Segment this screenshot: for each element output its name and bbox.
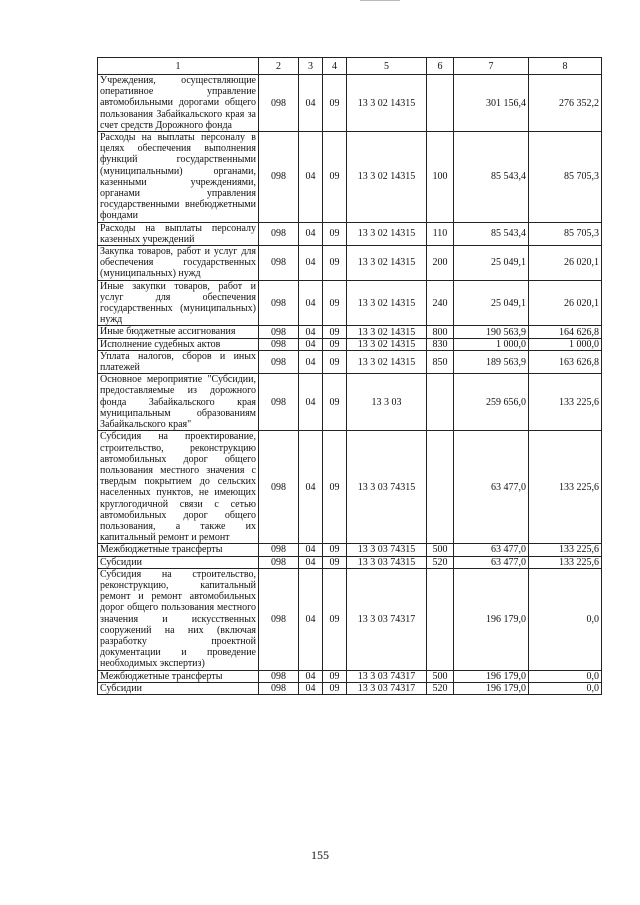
row-value-cell: 09	[323, 556, 347, 568]
row-value-cell: 26 020,1	[529, 280, 602, 326]
column-header: 5	[347, 58, 427, 75]
row-value-cell: 63 477,0	[454, 556, 529, 568]
row-name-cell: Иные бюджетные ассигнования	[98, 326, 259, 338]
row-value-cell: 850	[427, 350, 454, 373]
row-value-cell: 09	[323, 544, 347, 556]
table-row	[98, 544, 602, 556]
row-value-cell: 09	[323, 568, 347, 670]
scan-artifact-line	[360, 0, 400, 1]
row-value-cell: 09	[323, 431, 347, 544]
row-value-cell: 04	[299, 222, 323, 245]
row-value-cell: 098	[259, 222, 299, 245]
table-row	[98, 568, 602, 670]
row-value-cell: 196 179,0	[454, 682, 529, 694]
row-value-cell: 09	[323, 338, 347, 350]
row-value-cell: 164 626,8	[529, 326, 602, 338]
row-value-cell: 500	[427, 544, 454, 556]
row-value-cell: 09	[323, 280, 347, 326]
row-value-cell: 04	[299, 544, 323, 556]
row-name-cell: Уплата налогов, сборов и иных платежей	[98, 350, 259, 373]
row-value-cell: 133 225,6	[529, 556, 602, 568]
table-row	[98, 431, 602, 544]
row-name-cell: Расходы на выплаты персоналу в целях обеспечения выполнения функций государственными (муниципальными) органами, казенными учреждениями, органами управления государственными внебюджетными фондами	[98, 132, 259, 223]
page-number: 155	[311, 848, 329, 862]
row-value-cell: 13 3 02 14315	[347, 280, 427, 326]
row-value-cell: 110	[427, 222, 454, 245]
row-value-cell: 85 705,3	[529, 222, 602, 245]
row-value-cell: 13 3 02 14315	[347, 222, 427, 245]
row-value-cell: 098	[259, 326, 299, 338]
row-value-cell: 13 3 03 74315	[347, 556, 427, 568]
row-value-cell: 04	[299, 132, 323, 223]
row-value-cell: 85 543,4	[454, 222, 529, 245]
row-value-cell: 098	[259, 431, 299, 544]
row-value-cell: 133 225,6	[529, 374, 602, 431]
row-value-cell: 0,0	[529, 568, 602, 670]
row-value-cell: 04	[299, 670, 323, 682]
row-value-cell: 25 049,1	[454, 246, 529, 281]
table-header-row	[98, 58, 602, 75]
row-value-cell: 09	[323, 222, 347, 245]
row-value-cell: 09	[323, 670, 347, 682]
row-value-cell: 85 543,4	[454, 132, 529, 223]
row-value-cell: 830	[427, 338, 454, 350]
row-value-cell: 163 626,8	[529, 350, 602, 373]
row-value-cell: 098	[259, 132, 299, 223]
row-value-cell: 26 020,1	[529, 246, 602, 281]
table-body	[98, 75, 602, 695]
row-value-cell: 098	[259, 682, 299, 694]
row-value-cell: 098	[259, 246, 299, 281]
row-value-cell: 09	[323, 350, 347, 373]
table-row	[98, 132, 602, 223]
row-value-cell: 13 3 02 14315	[347, 338, 427, 350]
row-value-cell: 13 3 03 74315	[347, 431, 427, 544]
row-value-cell: 196 179,0	[454, 670, 529, 682]
row-value-cell: 259 656,0	[454, 374, 529, 431]
table-row	[98, 75, 602, 132]
table-row	[98, 682, 602, 694]
row-value-cell: 196 179,0	[454, 568, 529, 670]
row-value-cell: 04	[299, 682, 323, 694]
column-header: 6	[427, 58, 454, 75]
table-row	[98, 326, 602, 338]
row-name-cell: Исполнение судебных актов	[98, 338, 259, 350]
row-value-cell: 520	[427, 682, 454, 694]
table-row	[98, 350, 602, 373]
row-value-cell: 09	[323, 326, 347, 338]
row-name-cell: Субсидии	[98, 682, 259, 694]
row-value-cell: 13 3 03 74317	[347, 682, 427, 694]
row-value-cell: 04	[299, 338, 323, 350]
row-value-cell: 04	[299, 246, 323, 281]
row-value-cell: 133 225,6	[529, 431, 602, 544]
row-value-cell: 04	[299, 280, 323, 326]
row-value-cell: 04	[299, 568, 323, 670]
row-value-cell	[427, 568, 454, 670]
table-row	[98, 556, 602, 568]
row-value-cell: 09	[323, 75, 347, 132]
row-name-cell: Расходы на выплаты персоналу казенных учреждений	[98, 222, 259, 245]
row-name-cell: Межбюджетные трансферты	[98, 670, 259, 682]
row-value-cell: 098	[259, 280, 299, 326]
row-value-cell: 500	[427, 670, 454, 682]
column-header: 8	[529, 58, 602, 75]
row-value-cell: 301 156,4	[454, 75, 529, 132]
row-value-cell: 09	[323, 682, 347, 694]
row-value-cell: 13 3 02 14315	[347, 75, 427, 132]
row-name-cell: Субсидии	[98, 556, 259, 568]
table-row	[98, 374, 602, 431]
row-name-cell: Иные закупки товаров, работ и услуг для обеспечения государственных (муниципальных) нужд	[98, 280, 259, 326]
row-value-cell: 189 563,9	[454, 350, 529, 373]
row-name-cell: Субсидия на строительство, реконструкцию, капитальный ремонт и ремонт автомобильных дорог общего пользования местного значения и искусственных сооружений на них (включая разработку проектной документации и проведение необходимых экспертиз)	[98, 568, 259, 670]
row-value-cell: 04	[299, 556, 323, 568]
row-value-cell: 85 705,3	[529, 132, 602, 223]
row-value-cell: 098	[259, 350, 299, 373]
row-value-cell: 13 3 03 74315	[347, 544, 427, 556]
row-value-cell: 13 3 03 74317	[347, 670, 427, 682]
row-value-cell: 800	[427, 326, 454, 338]
row-value-cell: 520	[427, 556, 454, 568]
row-name-cell: Субсидия на проектирование, строительство, реконструкцию автомобильных дорог общего пользования местного значения с твердым покрытием до сельских населенных пунктов, не имеющих круглогодичной связи с сетью автомобильных дорог общего пользования, а также их капитальный ремонт и ремонт	[98, 431, 259, 544]
row-value-cell: 13 3 02 14315	[347, 246, 427, 281]
row-value-cell: 13 3 02 14315	[347, 326, 427, 338]
row-value-cell: 13 3 03	[347, 374, 427, 431]
column-header: 3	[299, 58, 323, 75]
row-value-cell: 098	[259, 75, 299, 132]
column-header: 1	[98, 58, 259, 75]
row-value-cell: 098	[259, 374, 299, 431]
row-value-cell: 09	[323, 374, 347, 431]
row-value-cell: 25 049,1	[454, 280, 529, 326]
row-value-cell: 09	[323, 132, 347, 223]
row-value-cell: 098	[259, 670, 299, 682]
row-value-cell: 276 352,2	[529, 75, 602, 132]
column-header: 4	[323, 58, 347, 75]
row-value-cell: 098	[259, 338, 299, 350]
row-name-cell: Закупка товаров, работ и услуг для обеспечения государственных (муниципальных) нужд	[98, 246, 259, 281]
row-name-cell: Межбюджетные трансферты	[98, 544, 259, 556]
table-row	[98, 222, 602, 245]
column-header: 7	[454, 58, 529, 75]
row-value-cell: 04	[299, 326, 323, 338]
column-header: 2	[259, 58, 299, 75]
row-value-cell: 13 3 03 74317	[347, 568, 427, 670]
table-row	[98, 670, 602, 682]
row-value-cell: 63 477,0	[454, 431, 529, 544]
row-name-cell: Учреждения, осуществляющие оперативное управление автомобильными дорогами общего пользования Забайкальского края за счет средств Дорожного фонда	[98, 75, 259, 132]
row-value-cell: 098	[259, 556, 299, 568]
row-value-cell: 098	[259, 544, 299, 556]
table-row	[98, 338, 602, 350]
row-value-cell: 04	[299, 75, 323, 132]
row-value-cell: 240	[427, 280, 454, 326]
row-value-cell: 63 477,0	[454, 544, 529, 556]
row-value-cell	[427, 75, 454, 132]
row-value-cell: 04	[299, 431, 323, 544]
table-row	[98, 280, 602, 326]
row-value-cell: 13 3 02 14315	[347, 132, 427, 223]
row-value-cell	[427, 374, 454, 431]
row-value-cell: 190 563,9	[454, 326, 529, 338]
row-value-cell: 133 225,6	[529, 544, 602, 556]
table-row	[98, 246, 602, 281]
row-value-cell: 13 3 02 14315	[347, 350, 427, 373]
row-value-cell: 0,0	[529, 670, 602, 682]
row-value-cell: 200	[427, 246, 454, 281]
budget-table	[97, 57, 602, 695]
row-value-cell: 1 000,0	[529, 338, 602, 350]
row-value-cell: 098	[259, 568, 299, 670]
row-value-cell: 100	[427, 132, 454, 223]
row-value-cell: 04	[299, 374, 323, 431]
row-value-cell: 0,0	[529, 682, 602, 694]
row-value-cell: 09	[323, 246, 347, 281]
row-value-cell: 1 000,0	[454, 338, 529, 350]
row-name-cell: Основное мероприятие "Субсидии, предоставляемые из дорожного фонда Забайкальского края муниципальным образованиям Забайкальского края"	[98, 374, 259, 431]
row-value-cell: 04	[299, 350, 323, 373]
row-value-cell	[427, 431, 454, 544]
